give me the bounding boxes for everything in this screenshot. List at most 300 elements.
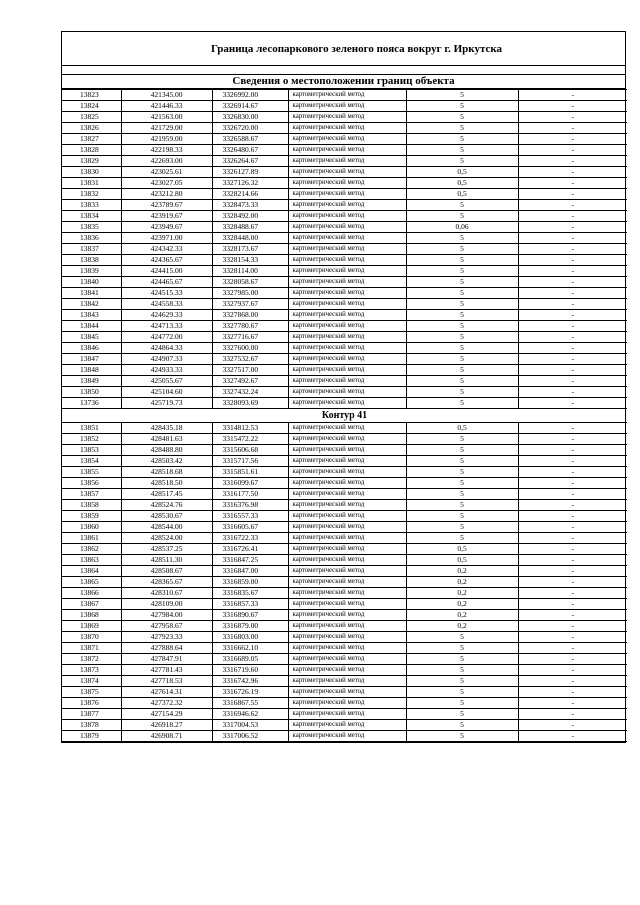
method-cell: картометрический метод	[288, 731, 406, 742]
accuracy-cell: 0,2	[406, 566, 518, 577]
y-coordinate-cell: 3327532.67	[212, 354, 288, 365]
description-cell: -	[518, 555, 627, 566]
method-cell: картометрический метод	[288, 145, 406, 156]
description-cell: -	[518, 588, 627, 599]
accuracy-cell: 0,5	[406, 167, 518, 178]
accuracy-cell: 0,2	[406, 621, 518, 632]
method-cell: картометрический метод	[288, 376, 406, 387]
y-coordinate-cell: 3326264.67	[212, 156, 288, 167]
x-coordinate-cell: 427372.32	[121, 698, 212, 709]
description-cell: -	[518, 621, 627, 632]
method-cell: картометрический метод	[288, 500, 406, 511]
description-cell: -	[518, 244, 627, 255]
method-cell: картометрический метод	[288, 588, 406, 599]
accuracy-cell: 5	[406, 101, 518, 112]
x-coordinate-cell: 428503.42	[121, 456, 212, 467]
y-coordinate-cell: 3327492.67	[212, 376, 288, 387]
x-coordinate-cell: 428517.45	[121, 489, 212, 500]
description-cell: -	[518, 731, 627, 742]
description-cell: -	[518, 233, 627, 244]
point-number-cell: 13860	[62, 522, 121, 533]
point-number-cell: 13865	[62, 577, 121, 588]
point-number-cell: 13876	[62, 698, 121, 709]
x-coordinate-cell: 421345.00	[121, 90, 212, 101]
point-number-cell: 13859	[62, 511, 121, 522]
description-cell: -	[518, 145, 627, 156]
table-row	[62, 255, 627, 266]
table-row	[62, 665, 627, 676]
description-cell: -	[518, 423, 627, 434]
point-number-cell: 13869	[62, 621, 121, 632]
point-number-cell: 13864	[62, 566, 121, 577]
description-cell: -	[518, 277, 627, 288]
method-cell: картометрический метод	[288, 200, 406, 211]
description-cell: -	[518, 687, 627, 698]
description-cell: -	[518, 134, 627, 145]
point-number-cell: 13878	[62, 720, 121, 731]
accuracy-cell: 0,5	[406, 189, 518, 200]
point-number-cell: 13879	[62, 731, 121, 742]
method-cell: картометрический метод	[288, 277, 406, 288]
point-number-cell: 13835	[62, 222, 121, 233]
accuracy-cell: 0,06	[406, 222, 518, 233]
contour-heading: Контур 41	[62, 409, 627, 423]
x-coordinate-cell: 424465.67	[121, 277, 212, 288]
description-cell: -	[518, 456, 627, 467]
x-coordinate-cell: 424933.33	[121, 365, 212, 376]
y-coordinate-cell: 3327716.67	[212, 332, 288, 343]
x-coordinate-cell: 428488.80	[121, 445, 212, 456]
point-number-cell: 13831	[62, 178, 121, 189]
x-coordinate-cell: 428508.67	[121, 566, 212, 577]
table-row	[62, 145, 627, 156]
accuracy-cell: 5	[406, 478, 518, 489]
accuracy-cell: 5	[406, 200, 518, 211]
table-row	[62, 189, 627, 200]
method-cell: картометрический метод	[288, 310, 406, 321]
accuracy-cell: 5	[406, 654, 518, 665]
method-cell: картометрический метод	[288, 343, 406, 354]
accuracy-cell: 5	[406, 134, 518, 145]
x-coordinate-cell: 426908.71	[121, 731, 212, 742]
x-coordinate-cell: 423027.05	[121, 178, 212, 189]
table-row	[62, 599, 627, 610]
method-cell: картометрический метод	[288, 577, 406, 588]
y-coordinate-cell: 3316099.67	[212, 478, 288, 489]
accuracy-cell: 5	[406, 332, 518, 343]
y-coordinate-cell: 3328448.00	[212, 233, 288, 244]
accuracy-cell: 5	[406, 676, 518, 687]
method-cell: картометрический метод	[288, 478, 406, 489]
description-cell: -	[518, 577, 627, 588]
method-cell: картометрический метод	[288, 544, 406, 555]
accuracy-cell: 5	[406, 277, 518, 288]
y-coordinate-cell: 3328214.66	[212, 189, 288, 200]
accuracy-cell: 5	[406, 511, 518, 522]
method-cell: картометрический метод	[288, 489, 406, 500]
method-cell: картометрический метод	[288, 599, 406, 610]
accuracy-cell: 0,2	[406, 577, 518, 588]
description-cell: -	[518, 354, 627, 365]
method-cell: картометрический метод	[288, 112, 406, 123]
point-number-cell: 13870	[62, 632, 121, 643]
table-row	[62, 588, 627, 599]
point-number-cell: 13874	[62, 676, 121, 687]
point-number-cell: 13824	[62, 101, 121, 112]
y-coordinate-cell: 3316946.62	[212, 709, 288, 720]
description-cell: -	[518, 398, 627, 409]
point-number-cell: 13830	[62, 167, 121, 178]
description-cell: -	[518, 566, 627, 577]
method-cell: картометрический метод	[288, 233, 406, 244]
method-cell: картометрический метод	[288, 698, 406, 709]
method-cell: картометрический метод	[288, 387, 406, 398]
method-cell: картометрический метод	[288, 533, 406, 544]
table-row	[62, 445, 627, 456]
y-coordinate-cell: 3326588.67	[212, 134, 288, 145]
y-coordinate-cell: 3315851.61	[212, 467, 288, 478]
x-coordinate-cell: 425055.67	[121, 376, 212, 387]
y-coordinate-cell: 3328473.33	[212, 200, 288, 211]
accuracy-cell: 5	[406, 343, 518, 354]
point-number-cell: 13836	[62, 233, 121, 244]
description-cell: -	[518, 654, 627, 665]
point-number-cell: 13825	[62, 112, 121, 123]
description-cell: -	[518, 599, 627, 610]
table-row	[62, 112, 627, 123]
table-row	[62, 299, 627, 310]
point-number-cell: 13866	[62, 588, 121, 599]
description-cell: -	[518, 467, 627, 478]
y-coordinate-cell: 3316662.10	[212, 643, 288, 654]
accuracy-cell: 5	[406, 533, 518, 544]
description-cell: -	[518, 489, 627, 500]
accuracy-cell: 0,5	[406, 544, 518, 555]
method-cell: картометрический метод	[288, 255, 406, 266]
document-page	[61, 31, 626, 743]
description-cell: -	[518, 222, 627, 233]
x-coordinate-cell: 424629.33	[121, 310, 212, 321]
point-number-cell: 13823	[62, 90, 121, 101]
method-cell: картометрический метод	[288, 632, 406, 643]
table-row	[62, 478, 627, 489]
accuracy-cell: 5	[406, 321, 518, 332]
table-row	[62, 467, 627, 478]
x-coordinate-cell: 428544.00	[121, 522, 212, 533]
description-cell: -	[518, 189, 627, 200]
accuracy-cell: 5	[406, 156, 518, 167]
accuracy-cell: 5	[406, 376, 518, 387]
accuracy-cell: 5	[406, 310, 518, 321]
method-cell: картометрический метод	[288, 511, 406, 522]
x-coordinate-cell: 425719.73	[121, 398, 212, 409]
description-cell: -	[518, 343, 627, 354]
x-coordinate-cell: 427154.29	[121, 709, 212, 720]
y-coordinate-cell: 3315717.56	[212, 456, 288, 467]
y-coordinate-cell: 3316689.05	[212, 654, 288, 665]
point-number-cell: 13863	[62, 555, 121, 566]
accuracy-cell: 5	[406, 387, 518, 398]
method-cell: картометрический метод	[288, 222, 406, 233]
description-cell: -	[518, 321, 627, 332]
contour-heading-row	[62, 409, 627, 423]
point-number-cell: 13858	[62, 500, 121, 511]
accuracy-cell: 5	[406, 266, 518, 277]
method-cell: картометрический метод	[288, 321, 406, 332]
accuracy-cell: 5	[406, 398, 518, 409]
accuracy-cell: 5	[406, 687, 518, 698]
point-number-cell: 13854	[62, 456, 121, 467]
point-number-cell: 13829	[62, 156, 121, 167]
x-coordinate-cell: 425104.60	[121, 387, 212, 398]
method-cell: картометрический метод	[288, 522, 406, 533]
point-number-cell: 13849	[62, 376, 121, 387]
point-number-cell: 13856	[62, 478, 121, 489]
description-cell: -	[518, 156, 627, 167]
table-row	[62, 90, 627, 101]
table-row	[62, 676, 627, 687]
x-coordinate-cell: 423789.67	[121, 200, 212, 211]
x-coordinate-cell: 428310.67	[121, 588, 212, 599]
table-row	[62, 544, 627, 555]
point-number-cell: 13852	[62, 434, 121, 445]
y-coordinate-cell: 3327517.00	[212, 365, 288, 376]
method-cell: картометрический метод	[288, 610, 406, 621]
y-coordinate-cell: 3317004.53	[212, 720, 288, 731]
point-number-cell: 13851	[62, 423, 121, 434]
method-cell: картометрический метод	[288, 90, 406, 101]
accuracy-cell: 5	[406, 112, 518, 123]
table-row	[62, 354, 627, 365]
table-row	[62, 244, 627, 255]
y-coordinate-cell: 3316803.00	[212, 632, 288, 643]
description-cell: -	[518, 211, 627, 222]
point-number-cell: 13827	[62, 134, 121, 145]
table-row	[62, 522, 627, 533]
description-cell: -	[518, 544, 627, 555]
y-coordinate-cell: 3327985.00	[212, 288, 288, 299]
description-cell: -	[518, 720, 627, 731]
y-coordinate-cell: 3328114.00	[212, 266, 288, 277]
point-number-cell: 13875	[62, 687, 121, 698]
x-coordinate-cell: 427614.31	[121, 687, 212, 698]
accuracy-cell: 5	[406, 489, 518, 500]
x-coordinate-cell: 428518.68	[121, 467, 212, 478]
point-number-cell: 13833	[62, 200, 121, 211]
y-coordinate-cell: 3328058.67	[212, 277, 288, 288]
method-cell: картометрический метод	[288, 332, 406, 343]
point-number-cell: 13839	[62, 266, 121, 277]
point-number-cell: 13826	[62, 123, 121, 134]
x-coordinate-cell: 428435.18	[121, 423, 212, 434]
table-row	[62, 101, 627, 112]
point-number-cell: 13857	[62, 489, 121, 500]
table-row	[62, 277, 627, 288]
table-row	[62, 310, 627, 321]
method-cell: картометрический метод	[288, 621, 406, 632]
method-cell: картометрический метод	[288, 467, 406, 478]
accuracy-cell: 5	[406, 288, 518, 299]
x-coordinate-cell: 427984.00	[121, 610, 212, 621]
description-cell: -	[518, 90, 627, 101]
table-row	[62, 134, 627, 145]
table-row	[62, 387, 627, 398]
spacer-row	[62, 66, 625, 75]
point-number-cell: 13840	[62, 277, 121, 288]
table-row	[62, 533, 627, 544]
table-row	[62, 398, 627, 409]
accuracy-cell: 5	[406, 90, 518, 101]
y-coordinate-cell: 3326992.00	[212, 90, 288, 101]
method-cell: картометрический метод	[288, 299, 406, 310]
x-coordinate-cell: 422198.33	[121, 145, 212, 156]
y-coordinate-cell: 3328492.00	[212, 211, 288, 222]
section-subtitle: Сведения о местоположении границ объекта	[62, 75, 625, 89]
description-cell: -	[518, 178, 627, 189]
method-cell: картометрический метод	[288, 643, 406, 654]
method-cell: картометрический метод	[288, 654, 406, 665]
description-cell: -	[518, 533, 627, 544]
y-coordinate-cell: 3326914.67	[212, 101, 288, 112]
x-coordinate-cell: 423971.00	[121, 233, 212, 244]
description-cell: -	[518, 610, 627, 621]
point-number-cell: 13868	[62, 610, 121, 621]
y-coordinate-cell: 3328488.67	[212, 222, 288, 233]
table-row	[62, 434, 627, 445]
accuracy-cell: 5	[406, 445, 518, 456]
accuracy-cell: 5	[406, 720, 518, 731]
accuracy-cell: 0,5	[406, 423, 518, 434]
y-coordinate-cell: 3315472.22	[212, 434, 288, 445]
table-row	[62, 621, 627, 632]
accuracy-cell: 5	[406, 354, 518, 365]
x-coordinate-cell: 421959.00	[121, 134, 212, 145]
table-row	[62, 332, 627, 343]
method-cell: картометрический метод	[288, 365, 406, 376]
accuracy-cell: 5	[406, 698, 518, 709]
point-number-cell: 13872	[62, 654, 121, 665]
table-row	[62, 211, 627, 222]
description-cell: -	[518, 511, 627, 522]
accuracy-cell: 5	[406, 665, 518, 676]
y-coordinate-cell: 3327600.00	[212, 343, 288, 354]
table-row	[62, 376, 627, 387]
point-number-cell: 13867	[62, 599, 121, 610]
table-row	[62, 643, 627, 654]
table-row	[62, 167, 627, 178]
accuracy-cell: 5	[406, 434, 518, 445]
x-coordinate-cell: 427847.91	[121, 654, 212, 665]
description-cell: -	[518, 522, 627, 533]
accuracy-cell: 5	[406, 632, 518, 643]
y-coordinate-cell: 3327937.67	[212, 299, 288, 310]
point-number-cell: 13843	[62, 310, 121, 321]
x-coordinate-cell: 426918.27	[121, 720, 212, 731]
point-number-cell: 13848	[62, 365, 121, 376]
method-cell: картометрический метод	[288, 720, 406, 731]
table-row	[62, 698, 627, 709]
accuracy-cell: 0,2	[406, 599, 518, 610]
table-row	[62, 566, 627, 577]
y-coordinate-cell: 3326830.00	[212, 112, 288, 123]
accuracy-cell: 5	[406, 467, 518, 478]
x-coordinate-cell: 424772.00	[121, 332, 212, 343]
method-cell: картометрический метод	[288, 398, 406, 409]
description-cell: -	[518, 332, 627, 343]
x-coordinate-cell: 428518.50	[121, 478, 212, 489]
y-coordinate-cell: 3328093.69	[212, 398, 288, 409]
table-row	[62, 500, 627, 511]
table-row	[62, 288, 627, 299]
description-cell: -	[518, 365, 627, 376]
method-cell: картометрический метод	[288, 687, 406, 698]
table-row	[62, 731, 627, 742]
method-cell: картометрический метод	[288, 266, 406, 277]
method-cell: картометрический метод	[288, 555, 406, 566]
x-coordinate-cell: 424415.00	[121, 266, 212, 277]
point-number-cell: 13837	[62, 244, 121, 255]
x-coordinate-cell: 428524.76	[121, 500, 212, 511]
method-cell: картометрический метод	[288, 101, 406, 112]
table-row	[62, 156, 627, 167]
x-coordinate-cell: 424558.33	[121, 299, 212, 310]
description-cell: -	[518, 299, 627, 310]
method-cell: картометрический метод	[288, 123, 406, 134]
point-number-cell: 13828	[62, 145, 121, 156]
description-cell: -	[518, 478, 627, 489]
x-coordinate-cell: 422693.00	[121, 156, 212, 167]
x-coordinate-cell: 421563.00	[121, 112, 212, 123]
method-cell: картометрический метод	[288, 445, 406, 456]
x-coordinate-cell: 427958.67	[121, 621, 212, 632]
y-coordinate-cell: 3316722.33	[212, 533, 288, 544]
description-cell: -	[518, 665, 627, 676]
point-number-cell: 13850	[62, 387, 121, 398]
description-cell: -	[518, 112, 627, 123]
point-number-cell: 13832	[62, 189, 121, 200]
accuracy-cell: 5	[406, 456, 518, 467]
y-coordinate-cell: 3316726.41	[212, 544, 288, 555]
description-cell: -	[518, 698, 627, 709]
method-cell: картометрический метод	[288, 456, 406, 467]
description-cell: -	[518, 266, 627, 277]
point-number-cell: 13844	[62, 321, 121, 332]
accuracy-cell: 5	[406, 522, 518, 533]
point-number-cell: 13842	[62, 299, 121, 310]
accuracy-cell: 5	[406, 731, 518, 742]
y-coordinate-cell: 3316719.60	[212, 665, 288, 676]
y-coordinate-cell: 3316879.00	[212, 621, 288, 632]
x-coordinate-cell: 424713.33	[121, 321, 212, 332]
x-coordinate-cell: 428530.67	[121, 511, 212, 522]
x-coordinate-cell: 427923.33	[121, 632, 212, 643]
description-cell: -	[518, 387, 627, 398]
x-coordinate-cell: 428511.30	[121, 555, 212, 566]
table-row	[62, 610, 627, 621]
y-coordinate-cell: 3316859.00	[212, 577, 288, 588]
table-row	[62, 654, 627, 665]
x-coordinate-cell: 423949.67	[121, 222, 212, 233]
accuracy-cell: 5	[406, 365, 518, 376]
table-row	[62, 456, 627, 467]
x-coordinate-cell: 424864.33	[121, 343, 212, 354]
y-coordinate-cell: 3316890.67	[212, 610, 288, 621]
coordinates-table-body	[62, 90, 627, 742]
description-cell: -	[518, 123, 627, 134]
x-coordinate-cell: 428481.63	[121, 434, 212, 445]
point-number-cell: 13855	[62, 467, 121, 478]
x-coordinate-cell: 428537.25	[121, 544, 212, 555]
